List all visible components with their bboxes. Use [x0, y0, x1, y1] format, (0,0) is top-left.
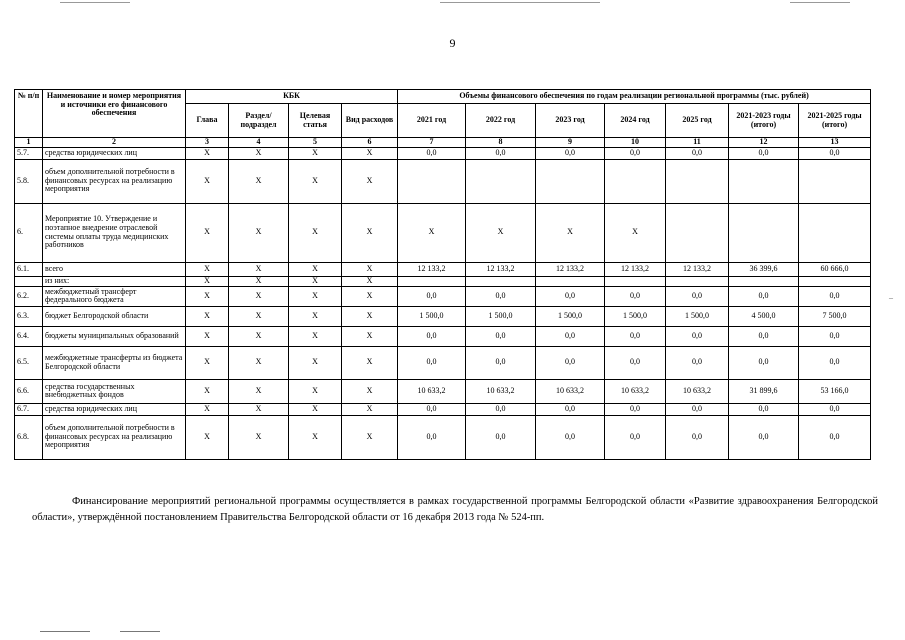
column-number: 13 [799, 138, 871, 148]
cell-y2024: 1 500,0 [605, 306, 666, 326]
cell-y2022: 12 133,2 [466, 262, 536, 276]
cell-y2021: X [398, 203, 466, 262]
column-number: 4 [229, 138, 289, 148]
column-number: 10 [605, 138, 666, 148]
header-total-2021-2023: 2021-2023 годы (итого) [729, 104, 799, 138]
cell-y2022: 10 633,2 [466, 379, 536, 403]
cell-t1: 36 399,6 [729, 262, 799, 276]
row-number: 6.6. [15, 379, 43, 403]
cell-glava: X [186, 276, 229, 286]
column-number: 8 [466, 138, 536, 148]
table-header [15, 90, 871, 138]
cell-y2021: 0,0 [398, 403, 466, 415]
margin-mark: – [889, 293, 893, 302]
cell-razdel: X [229, 306, 289, 326]
cell-y2025: 0,0 [666, 403, 729, 415]
cell-t1: 0,0 [729, 147, 799, 159]
cell-statya: X [289, 276, 342, 286]
cell-vid: X [342, 286, 398, 306]
cell-y2025: 0,0 [666, 415, 729, 459]
cell-y2024: 0,0 [605, 346, 666, 379]
cell-y2022: 0,0 [466, 286, 536, 306]
cell-glava: X [186, 147, 229, 159]
cell-vid: X [342, 276, 398, 286]
cell-y2023: 0,0 [536, 147, 605, 159]
cell-t1: 0,0 [729, 286, 799, 306]
cell-y2025: 12 133,2 [666, 262, 729, 276]
cell-y2022: 1 500,0 [466, 306, 536, 326]
table-row [15, 346, 871, 379]
table-row [15, 159, 871, 203]
cell-y2022: 0,0 [466, 403, 536, 415]
cell-t1: 0,0 [729, 326, 799, 346]
row-number: 6.3. [15, 306, 43, 326]
cell-t2: 60 666,0 [799, 262, 871, 276]
row-name: бюджеты муниципальных образований [43, 326, 186, 346]
header-2025: 2025 год [666, 104, 729, 138]
column-number-row [15, 138, 871, 148]
column-number: 9 [536, 138, 605, 148]
cell-vid: X [342, 326, 398, 346]
cell-y2023: 0,0 [536, 326, 605, 346]
cell-y2021: 0,0 [398, 415, 466, 459]
cell-statya: X [289, 203, 342, 262]
cell-t2: 0,0 [799, 326, 871, 346]
row-name: объем дополнительной потребности в финансовых ресурсах на реализацию мероприятия [43, 159, 186, 203]
cell-y2023: 12 133,2 [536, 262, 605, 276]
cell-vid: X [342, 306, 398, 326]
cell-y2024 [605, 159, 666, 203]
row-name: всего [43, 262, 186, 276]
cell-statya: X [289, 159, 342, 203]
row-name: межбюджетный трансферт федерального бюджета [43, 286, 186, 306]
cell-vid: X [342, 415, 398, 459]
cell-razdel: X [229, 326, 289, 346]
column-number: 7 [398, 138, 466, 148]
row-number: 6. [15, 203, 43, 262]
row-name: межбюджетные трансферты из бюджета Белгородской области [43, 346, 186, 379]
cell-statya: X [289, 286, 342, 306]
footer-paragraph: Финансирование мероприятий региональной программы осуществляется в рамках государственной программы Белгородской области «Развитие здравоохранения Белгородской области», утверждённой постановлением Правительства Белгородской области от 16 декабря 2013 года № 524-пп. [32, 496, 878, 523]
cell-y2025: 0,0 [666, 147, 729, 159]
cell-statya: X [289, 379, 342, 403]
cell-t2: 53 166,0 [799, 379, 871, 403]
cell-statya: X [289, 415, 342, 459]
column-number: 3 [186, 138, 229, 148]
row-number: 6.8. [15, 415, 43, 459]
cell-razdel: X [229, 262, 289, 276]
row-number: 5.7. [15, 147, 43, 159]
header-glava: Глава [186, 104, 229, 138]
cell-vid: X [342, 403, 398, 415]
cell-y2024: 12 133,2 [605, 262, 666, 276]
cell-y2021: 0,0 [398, 147, 466, 159]
row-number: 5.8. [15, 159, 43, 203]
cell-glava: X [186, 306, 229, 326]
table-row [15, 415, 871, 459]
row-name: Мероприятие 10. Утверждение и поэтапное внедрение отраслевой системы оплаты труда медицинских работников [43, 203, 186, 262]
cell-y2023: X [536, 203, 605, 262]
column-number: 12 [729, 138, 799, 148]
cell-y2025: 0,0 [666, 346, 729, 379]
cell-vid: X [342, 346, 398, 379]
scan-artifact-line [60, 2, 130, 3]
cell-t1: 31 899,6 [729, 379, 799, 403]
cell-t2: 0,0 [799, 286, 871, 306]
cell-y2022 [466, 276, 536, 286]
cell-glava: X [186, 326, 229, 346]
header-name: Наименование и номер мероприятия и источники его финансового обеспечения [43, 90, 186, 138]
cell-glava: X [186, 403, 229, 415]
cell-y2025 [666, 276, 729, 286]
cell-t1 [729, 159, 799, 203]
header-total-2021-2025: 2021-2025 годы (итого) [799, 104, 871, 138]
header-2023: 2023 год [536, 104, 605, 138]
cell-t1: 0,0 [729, 346, 799, 379]
row-name: объем дополнительной потребности в финансовых ресурсах на реализацию мероприятия [43, 415, 186, 459]
header-2024: 2024 год [605, 104, 666, 138]
cell-y2022 [466, 159, 536, 203]
cell-y2021 [398, 276, 466, 286]
table-row [15, 286, 871, 306]
cell-razdel: X [229, 286, 289, 306]
cell-vid: X [342, 262, 398, 276]
cell-glava: X [186, 203, 229, 262]
header-razdel: Раздел/ подраздел [229, 104, 289, 138]
cell-t2: 0,0 [799, 346, 871, 379]
cell-y2023: 0,0 [536, 403, 605, 415]
cell-y2023: 0,0 [536, 415, 605, 459]
cell-t1 [729, 276, 799, 286]
column-number: 6 [342, 138, 398, 148]
row-number: 6.5. [15, 346, 43, 379]
cell-y2021: 0,0 [398, 346, 466, 379]
header-2021: 2021 год [398, 104, 466, 138]
cell-y2021: 1 500,0 [398, 306, 466, 326]
cell-statya: X [289, 147, 342, 159]
row-number: 6.1. [15, 262, 43, 276]
cell-t2 [799, 203, 871, 262]
cell-glava: X [186, 262, 229, 276]
cell-y2024: 0,0 [605, 403, 666, 415]
cell-y2023 [536, 276, 605, 286]
cell-t2: 7 500,0 [799, 306, 871, 326]
cell-y2025: 10 633,2 [666, 379, 729, 403]
header-vid: Вид расходов [342, 104, 398, 138]
cell-y2025 [666, 203, 729, 262]
cell-t1: 0,0 [729, 403, 799, 415]
cell-statya: X [289, 403, 342, 415]
cell-razdel: X [229, 147, 289, 159]
row-name: средства юридических лиц [43, 403, 186, 415]
financing-table [14, 89, 871, 460]
cell-y2025: 0,0 [666, 286, 729, 306]
page-number: 9 [449, 36, 456, 50]
cell-y2023: 0,0 [536, 286, 605, 306]
cell-t1: 4 500,0 [729, 306, 799, 326]
scan-artifact-line [790, 2, 850, 3]
header-2022: 2022 год [466, 104, 536, 138]
row-number: 6.4. [15, 326, 43, 346]
cell-vid: X [342, 159, 398, 203]
scan-artifact-line [440, 2, 600, 3]
cell-y2022: 0,0 [466, 346, 536, 379]
cell-y2022: 0,0 [466, 326, 536, 346]
cell-y2021 [398, 159, 466, 203]
column-number: 1 [15, 138, 43, 148]
cell-y2023: 0,0 [536, 346, 605, 379]
cell-y2024: 0,0 [605, 147, 666, 159]
header-statya: Целевая статья [289, 104, 342, 138]
cell-y2025: 0,0 [666, 326, 729, 346]
cell-glava: X [186, 159, 229, 203]
cell-t2: 0,0 [799, 415, 871, 459]
cell-vid: X [342, 203, 398, 262]
row-name: средства государственных внебюджетных фондов [43, 379, 186, 403]
row-name: бюджет Белгородской области [43, 306, 186, 326]
cell-vid: X [342, 379, 398, 403]
cell-glava: X [186, 286, 229, 306]
table-row [15, 379, 871, 403]
cell-y2022: X [466, 203, 536, 262]
row-name: из них: [43, 276, 186, 286]
header-volumes: Объемы финансового обеспечения по годам реализации региональной программы (тыс. рублей) [398, 90, 871, 104]
row-number: 6.7. [15, 403, 43, 415]
cell-statya: X [289, 262, 342, 276]
cell-y2022: 0,0 [466, 415, 536, 459]
cell-t2 [799, 276, 871, 286]
table-row [15, 203, 871, 262]
header-kbk: КБК [186, 90, 398, 104]
cell-t2 [799, 159, 871, 203]
cell-y2023: 10 633,2 [536, 379, 605, 403]
column-number: 5 [289, 138, 342, 148]
cell-statya: X [289, 306, 342, 326]
scan-artifact-line [40, 631, 90, 632]
table-row [15, 147, 871, 159]
cell-statya: X [289, 326, 342, 346]
cell-y2021: 10 633,2 [398, 379, 466, 403]
cell-y2024 [605, 276, 666, 286]
table-row [15, 326, 871, 346]
cell-glava: X [186, 379, 229, 403]
cell-y2024: 0,0 [605, 326, 666, 346]
cell-t2: 0,0 [799, 403, 871, 415]
cell-y2025 [666, 159, 729, 203]
cell-statya: X [289, 346, 342, 379]
cell-t1: 0,0 [729, 415, 799, 459]
cell-y2021: 12 133,2 [398, 262, 466, 276]
cell-y2023: 1 500,0 [536, 306, 605, 326]
cell-y2025: 1 500,0 [666, 306, 729, 326]
cell-razdel: X [229, 159, 289, 203]
row-name: средства юридических лиц [43, 147, 186, 159]
table-row [15, 306, 871, 326]
row-number [15, 276, 43, 286]
table-row [15, 262, 871, 276]
cell-razdel: X [229, 203, 289, 262]
cell-t1 [729, 203, 799, 262]
cell-glava: X [186, 346, 229, 379]
column-number: 11 [666, 138, 729, 148]
row-number: 6.2. [15, 286, 43, 306]
cell-y2024: 0,0 [605, 415, 666, 459]
cell-y2024: 0,0 [605, 286, 666, 306]
table-row [15, 276, 871, 286]
cell-y2021: 0,0 [398, 326, 466, 346]
cell-razdel: X [229, 276, 289, 286]
cell-razdel: X [229, 415, 289, 459]
cell-y2024: 10 633,2 [605, 379, 666, 403]
cell-razdel: X [229, 403, 289, 415]
cell-y2023 [536, 159, 605, 203]
cell-t2: 0,0 [799, 147, 871, 159]
cell-y2022: 0,0 [466, 147, 536, 159]
header-no: № п/п [15, 90, 43, 138]
cell-razdel: X [229, 379, 289, 403]
column-number: 2 [43, 138, 186, 148]
cell-vid: X [342, 147, 398, 159]
scan-artifact-line [120, 631, 160, 632]
cell-y2024: X [605, 203, 666, 262]
cell-razdel: X [229, 346, 289, 379]
cell-y2021: 0,0 [398, 286, 466, 306]
cell-glava: X [186, 415, 229, 459]
table-row [15, 403, 871, 415]
table-body [15, 138, 871, 460]
